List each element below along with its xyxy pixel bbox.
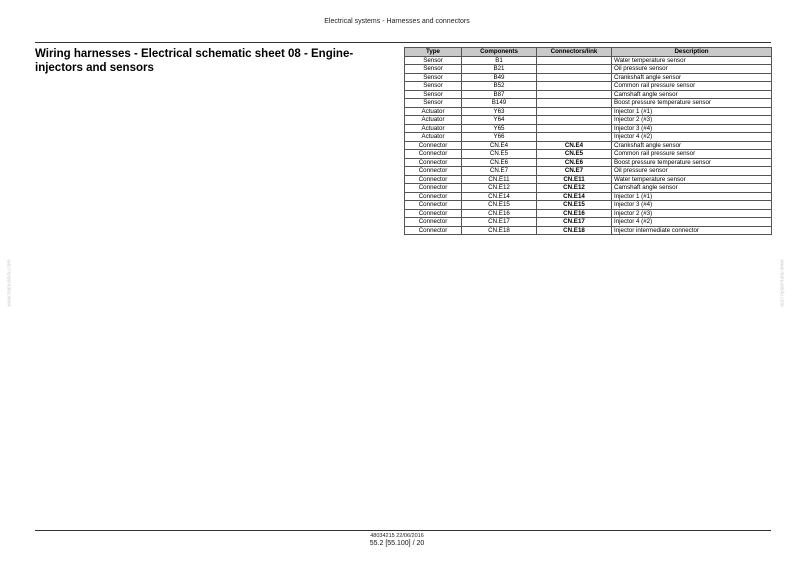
cell-component: Y63 — [462, 107, 537, 116]
cell-description: Boost pressure temperature sensor — [612, 158, 772, 167]
cell-type: Actuator — [405, 116, 462, 125]
table-row — [405, 150, 772, 159]
cell-component: CN.E5 — [462, 150, 537, 159]
running-header: Electrical systems - Harnesses and connectors — [324, 18, 470, 25]
cell-component: B1 — [462, 56, 537, 65]
cell-connector: CN.E14 — [537, 192, 612, 201]
cell-type: Sensor — [405, 56, 462, 65]
cell-type: Connector — [405, 150, 462, 159]
cell-description: Injector intermediate connector — [612, 226, 772, 235]
table-row — [405, 99, 772, 108]
cell-type: Connector — [405, 226, 462, 235]
cell-connector: CN.E4 — [537, 141, 612, 150]
table-row — [405, 201, 772, 210]
cell-connector: CN.E17 — [537, 218, 612, 227]
cell-component: CN.E11 — [462, 175, 537, 184]
table-row — [405, 167, 772, 176]
bottom-rule — [35, 530, 771, 531]
table-row — [405, 226, 772, 235]
cell-component: CN.E16 — [462, 209, 537, 218]
cell-connector — [537, 56, 612, 65]
cell-component: CN.E17 — [462, 218, 537, 227]
cell-description: Camshaft angle sensor — [612, 90, 772, 99]
cell-description: Injector 4 (#2) — [612, 133, 772, 142]
cell-connector — [537, 90, 612, 99]
cell-type: Sensor — [405, 65, 462, 74]
cell-type: Actuator — [405, 124, 462, 133]
table-row — [405, 65, 772, 74]
cell-component: B21 — [462, 65, 537, 74]
cell-component: Y66 — [462, 133, 537, 142]
cell-component: Y64 — [462, 116, 537, 125]
table-row — [405, 158, 772, 167]
cell-connector — [537, 107, 612, 116]
section-title: Wiring harnesses - Electrical schematic sheet 08 - Engine-injectors and sensors — [35, 48, 354, 74]
table-row — [405, 184, 772, 193]
cell-type: Connector — [405, 192, 462, 201]
right-watermark: www.manuals4u.com — [778, 259, 785, 307]
cell-type: Sensor — [405, 99, 462, 108]
cell-description: Injector 1 (#1) — [612, 192, 772, 201]
cell-type: Connector — [405, 175, 462, 184]
table-header-row — [405, 48, 772, 57]
cell-connector: CN.E11 — [537, 175, 612, 184]
cell-description: Water temperature sensor — [612, 56, 772, 65]
cell-connector: CN.E6 — [537, 158, 612, 167]
top-rule — [35, 42, 771, 43]
footer-document-code: 48034215 22/06/2016 — [370, 533, 424, 539]
cell-connector — [537, 82, 612, 91]
table-row — [405, 218, 772, 227]
cell-type: Connector — [405, 141, 462, 150]
cell-description: Injector 4 (#2) — [612, 218, 772, 227]
cell-component: Y65 — [462, 124, 537, 133]
table-row — [405, 175, 772, 184]
column-header-components: Components — [462, 48, 537, 57]
cell-type: Sensor — [405, 82, 462, 91]
cell-connector: CN.E16 — [537, 209, 612, 218]
cell-type: Actuator — [405, 107, 462, 116]
cell-type: Connector — [405, 201, 462, 210]
cell-component: CN.E7 — [462, 167, 537, 176]
cell-connector: CN.E18 — [537, 226, 612, 235]
cell-type: Sensor — [405, 73, 462, 82]
cell-type: Sensor — [405, 90, 462, 99]
table-row — [405, 107, 772, 116]
cell-component: CN.E12 — [462, 184, 537, 193]
table-row — [405, 90, 772, 99]
cell-description: Oil pressure sensor — [612, 167, 772, 176]
cell-description: Injector 3 (#4) — [612, 201, 772, 210]
cell-description: Oil pressure sensor — [612, 65, 772, 74]
table-row — [405, 116, 772, 125]
component-table — [404, 47, 772, 235]
cell-connector: CN.E7 — [537, 167, 612, 176]
cell-description: Camshaft angle sensor — [612, 184, 772, 193]
cell-component: CN.E6 — [462, 158, 537, 167]
cell-connector: CN.E15 — [537, 201, 612, 210]
cell-component: B149 — [462, 99, 537, 108]
cell-component: CN.E4 — [462, 141, 537, 150]
cell-description: Injector 2 (#3) — [612, 116, 772, 125]
cell-type: Connector — [405, 184, 462, 193]
column-header-connectors: Connectors/link — [537, 48, 612, 57]
table-row — [405, 133, 772, 142]
cell-component: CN.E15 — [462, 201, 537, 210]
cell-description: Water temperature sensor — [612, 175, 772, 184]
cell-type: Connector — [405, 209, 462, 218]
table-row — [405, 73, 772, 82]
cell-type: Connector — [405, 167, 462, 176]
cell-connector — [537, 133, 612, 142]
table-row — [405, 82, 772, 91]
cell-connector — [537, 99, 612, 108]
cell-connector — [537, 73, 612, 82]
table-row — [405, 141, 772, 150]
cell-description: Injector 1 (#1) — [612, 107, 772, 116]
cell-type: Actuator — [405, 133, 462, 142]
cell-connector — [537, 65, 612, 74]
cell-component: CN.E14 — [462, 192, 537, 201]
cell-component: B52 — [462, 82, 537, 91]
cell-description: Injector 2 (#3) — [612, 209, 772, 218]
table-row — [405, 192, 772, 201]
cell-connector — [537, 124, 612, 133]
cell-component: CN.E18 — [462, 226, 537, 235]
table-row — [405, 124, 772, 133]
cell-description: Injector 3 (#4) — [612, 124, 772, 133]
cell-description: Common rail pressure sensor — [612, 82, 772, 91]
table-body — [405, 56, 772, 235]
cell-type: Connector — [405, 218, 462, 227]
cell-component: B49 — [462, 73, 537, 82]
cell-description: Common rail pressure sensor — [612, 150, 772, 159]
footer-page-number: 55.2 [55.100] / 20 — [369, 540, 425, 547]
cell-description: Crankshaft angle sensor — [612, 141, 772, 150]
cell-component: B87 — [462, 90, 537, 99]
table-row — [405, 56, 772, 65]
left-watermark: www.manuals4u.com — [6, 259, 13, 307]
cell-connector — [537, 116, 612, 125]
column-header-type: Type — [405, 48, 462, 57]
table-row — [405, 209, 772, 218]
cell-connector: CN.E12 — [537, 184, 612, 193]
cell-connector: CN.E5 — [537, 150, 612, 159]
cell-description: Crankshaft angle sensor — [612, 73, 772, 82]
cell-type: Connector — [405, 158, 462, 167]
cell-description: Boost pressure temperature sensor — [612, 99, 772, 108]
column-header-description: Description — [612, 48, 772, 57]
